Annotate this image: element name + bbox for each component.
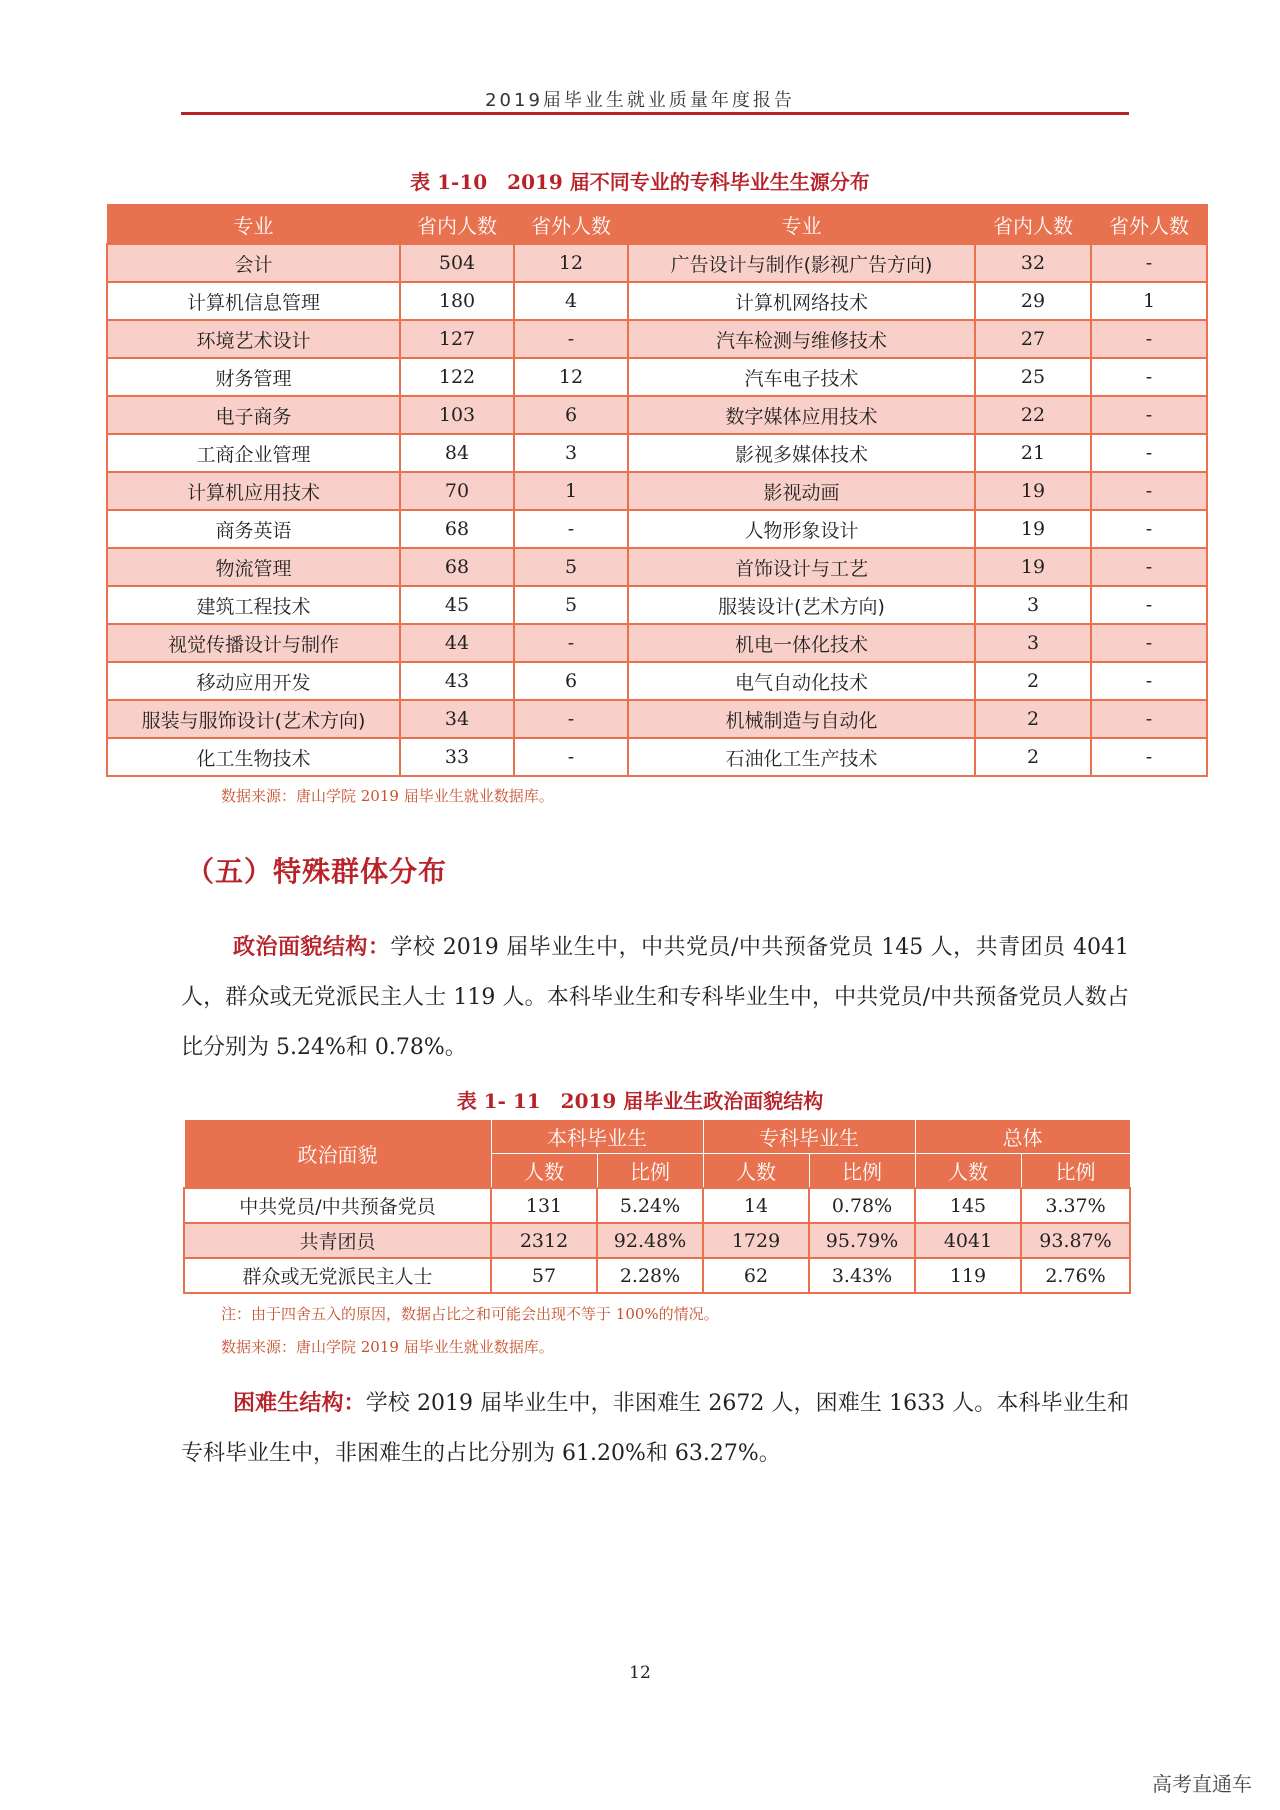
- count-cell: 68: [400, 548, 514, 586]
- value-cell: 5.24%: [597, 1188, 703, 1223]
- political-structure-paragraph: [181, 922, 1129, 1073]
- count-cell: 3: [975, 586, 1091, 624]
- major-cell: 建筑工程技术: [107, 586, 400, 624]
- count-cell: -: [1091, 700, 1207, 738]
- count-cell: -: [1091, 244, 1207, 282]
- major-cell: 石油化工生产技术: [628, 738, 975, 776]
- table-row: [184, 1258, 1130, 1293]
- major-cell: 电气自动化技术: [628, 662, 975, 700]
- count-cell: 3: [514, 434, 628, 472]
- count-cell: -: [1091, 358, 1207, 396]
- paragraph-lead: 困难生结构：: [233, 1390, 366, 1416]
- count-cell: 2: [975, 738, 1091, 776]
- column-header: 省内人数: [400, 205, 514, 245]
- section-title: （五）特殊群体分布: [186, 855, 448, 888]
- major-cell: 工商企业管理: [107, 434, 400, 472]
- group-header: 专科毕业生: [703, 1120, 915, 1154]
- value-cell: 92.48%: [597, 1223, 703, 1258]
- count-cell: 103: [400, 396, 514, 434]
- table-row: [107, 472, 1207, 510]
- table-row: [107, 700, 1207, 738]
- column-header: 省外人数: [514, 205, 628, 245]
- column-header: 专业: [628, 205, 975, 245]
- count-cell: 21: [975, 434, 1091, 472]
- count-cell: 27: [975, 320, 1091, 358]
- paragraph-text: 学校 2019 届毕业生中，中共党员/中共预备党员 145 人，共青团员 4041 人，群众或无党派民主人士 119 人。本科毕业生和专科毕业生中，中共党员/中共预备党员人数占比分别为 5.24%和 0.78%。: [181, 935, 1129, 1060]
- table-row: [107, 396, 1207, 434]
- column-header: 人数: [703, 1154, 809, 1189]
- table-row: [107, 434, 1207, 472]
- table-1-11-caption: 表 1- 11 2019 届毕业生政治面貌结构: [456, 1089, 824, 1113]
- major-cell: 商务英语: [107, 510, 400, 548]
- count-cell: -: [1091, 586, 1207, 624]
- column-header: 省内人数: [975, 205, 1091, 245]
- count-cell: 45: [400, 586, 514, 624]
- major-cell: 电子商务: [107, 396, 400, 434]
- count-cell: 70: [400, 472, 514, 510]
- major-cell: 会计: [107, 244, 400, 282]
- count-cell: -: [514, 624, 628, 662]
- count-cell: -: [1091, 434, 1207, 472]
- count-cell: 29: [975, 282, 1091, 320]
- major-cell: 计算机信息管理: [107, 282, 400, 320]
- major-cell: 汽车检测与维修技术: [628, 320, 975, 358]
- value-cell: 1729: [703, 1223, 809, 1258]
- count-cell: 2: [975, 662, 1091, 700]
- hardship-structure-paragraph: [181, 1378, 1129, 1479]
- table-1-11: [183, 1119, 1131, 1294]
- count-cell: 68: [400, 510, 514, 548]
- column-header: 政治面貌: [184, 1120, 491, 1189]
- count-cell: 6: [514, 662, 628, 700]
- value-cell: 95.79%: [809, 1223, 915, 1258]
- count-cell: -: [1091, 320, 1207, 358]
- value-cell: 62: [703, 1258, 809, 1293]
- column-header: 人数: [491, 1154, 597, 1189]
- count-cell: 5: [514, 586, 628, 624]
- major-cell: 机电一体化技术: [628, 624, 975, 662]
- count-cell: 22: [975, 396, 1091, 434]
- table-row: [107, 738, 1207, 776]
- major-cell: 服装与服饰设计(艺术方向): [107, 700, 400, 738]
- table-row: [107, 624, 1207, 662]
- column-header: 专业: [107, 205, 400, 245]
- count-cell: 84: [400, 434, 514, 472]
- count-cell: 180: [400, 282, 514, 320]
- group-header: 本科毕业生: [491, 1120, 703, 1154]
- count-cell: 19: [975, 472, 1091, 510]
- count-cell: 19: [975, 510, 1091, 548]
- count-cell: -: [1091, 738, 1207, 776]
- table-row: [107, 510, 1207, 548]
- major-cell: 化工生物技术: [107, 738, 400, 776]
- count-cell: 5: [514, 548, 628, 586]
- value-cell: 131: [491, 1188, 597, 1223]
- count-cell: -: [1091, 662, 1207, 700]
- major-cell: 移动应用开发: [107, 662, 400, 700]
- table-1-10-source: 数据来源：唐山学院 2019 届毕业生就业数据库。: [221, 787, 554, 805]
- major-cell: 财务管理: [107, 358, 400, 396]
- table-1-11-note: 注：由于四舍五入的原因，数据占比之和可能会出现不等于 100%的情况。: [221, 1305, 719, 1323]
- value-cell: 93.87%: [1021, 1223, 1130, 1258]
- count-cell: 44: [400, 624, 514, 662]
- count-cell: 12: [514, 244, 628, 282]
- count-cell: 12: [514, 358, 628, 396]
- major-cell: 影视多媒体技术: [628, 434, 975, 472]
- table-row: [184, 1188, 1130, 1223]
- count-cell: -: [1091, 472, 1207, 510]
- table-row: [107, 244, 1207, 282]
- count-cell: -: [514, 700, 628, 738]
- header-divider: [181, 112, 1129, 115]
- major-cell: 计算机应用技术: [107, 472, 400, 510]
- count-cell: 1: [1091, 282, 1207, 320]
- count-cell: 122: [400, 358, 514, 396]
- major-cell: 服装设计(艺术方向): [628, 586, 975, 624]
- column-header: 人数: [915, 1154, 1021, 1189]
- major-cell: 物流管理: [107, 548, 400, 586]
- value-cell: 145: [915, 1188, 1021, 1223]
- major-cell: 计算机网络技术: [628, 282, 975, 320]
- count-cell: -: [1091, 396, 1207, 434]
- major-cell: 视觉传播设计与制作: [107, 624, 400, 662]
- value-cell: 3.37%: [1021, 1188, 1130, 1223]
- major-cell: 人物形象设计: [628, 510, 975, 548]
- table-row: [184, 1223, 1130, 1258]
- major-cell: 数字媒体应用技术: [628, 396, 975, 434]
- count-cell: 34: [400, 700, 514, 738]
- report-header-title: 2019届毕业生就业质量年度报告: [485, 90, 795, 111]
- political-status-cell: 共青团员: [184, 1223, 491, 1258]
- paragraph-lead: 政治面貌结构：: [233, 934, 391, 960]
- page-number: 12: [629, 1663, 651, 1683]
- major-cell: 首饰设计与工艺: [628, 548, 975, 586]
- count-cell: -: [1091, 510, 1207, 548]
- count-cell: 127: [400, 320, 514, 358]
- value-cell: 14: [703, 1188, 809, 1223]
- major-cell: 汽车电子技术: [628, 358, 975, 396]
- count-cell: 6: [514, 396, 628, 434]
- value-cell: 2312: [491, 1223, 597, 1258]
- count-cell: 33: [400, 738, 514, 776]
- value-cell: 119: [915, 1258, 1021, 1293]
- count-cell: 25: [975, 358, 1091, 396]
- count-cell: 2: [975, 700, 1091, 738]
- major-cell: 机械制造与自动化: [628, 700, 975, 738]
- table-row: [107, 358, 1207, 396]
- table-row: [107, 282, 1207, 320]
- value-cell: 0.78%: [809, 1188, 915, 1223]
- table-row: [107, 548, 1207, 586]
- column-header: 比例: [809, 1154, 915, 1189]
- major-cell: 影视动画: [628, 472, 975, 510]
- table-row: [107, 320, 1207, 358]
- count-cell: 1: [514, 472, 628, 510]
- count-cell: -: [1091, 548, 1207, 586]
- count-cell: 3: [975, 624, 1091, 662]
- major-cell: 环境艺术设计: [107, 320, 400, 358]
- table-header-row: [184, 1120, 1130, 1154]
- count-cell: -: [514, 320, 628, 358]
- political-status-cell: 群众或无党派民主人士: [184, 1258, 491, 1293]
- count-cell: -: [514, 510, 628, 548]
- count-cell: 43: [400, 662, 514, 700]
- value-cell: 2.28%: [597, 1258, 703, 1293]
- political-status-cell: 中共党员/中共预备党员: [184, 1188, 491, 1223]
- paragraph-text: 学校 2019 届毕业生中，非困难生 2672 人，困难生 1633 人。本科毕业生和专科毕业生中，非困难生的占比分别为 61.20%和 63.27%。: [181, 1391, 1129, 1466]
- table-row: [107, 662, 1207, 700]
- column-header: 省外人数: [1091, 205, 1207, 245]
- major-cell: 广告设计与制作(影视广告方向): [628, 244, 975, 282]
- count-cell: -: [1091, 624, 1207, 662]
- count-cell: -: [514, 738, 628, 776]
- value-cell: 57: [491, 1258, 597, 1293]
- group-header: 总体: [915, 1120, 1130, 1154]
- value-cell: 2.76%: [1021, 1258, 1130, 1293]
- column-header: 比例: [1021, 1154, 1130, 1189]
- watermark-text: 高考直通车: [1152, 1772, 1252, 1796]
- count-cell: 504: [400, 244, 514, 282]
- table-1-10: [106, 204, 1208, 777]
- table-1-10-caption: 表 1-10 2019 届不同专业的专科毕业生生源分布: [410, 170, 870, 194]
- table-header-row: [107, 205, 1207, 245]
- value-cell: 3.43%: [809, 1258, 915, 1293]
- count-cell: 4: [514, 282, 628, 320]
- table-row: [107, 586, 1207, 624]
- column-header: 比例: [597, 1154, 703, 1189]
- value-cell: 4041: [915, 1223, 1021, 1258]
- count-cell: 32: [975, 244, 1091, 282]
- count-cell: 19: [975, 548, 1091, 586]
- table-1-11-source: 数据来源：唐山学院 2019 届毕业生就业数据库。: [221, 1338, 554, 1356]
